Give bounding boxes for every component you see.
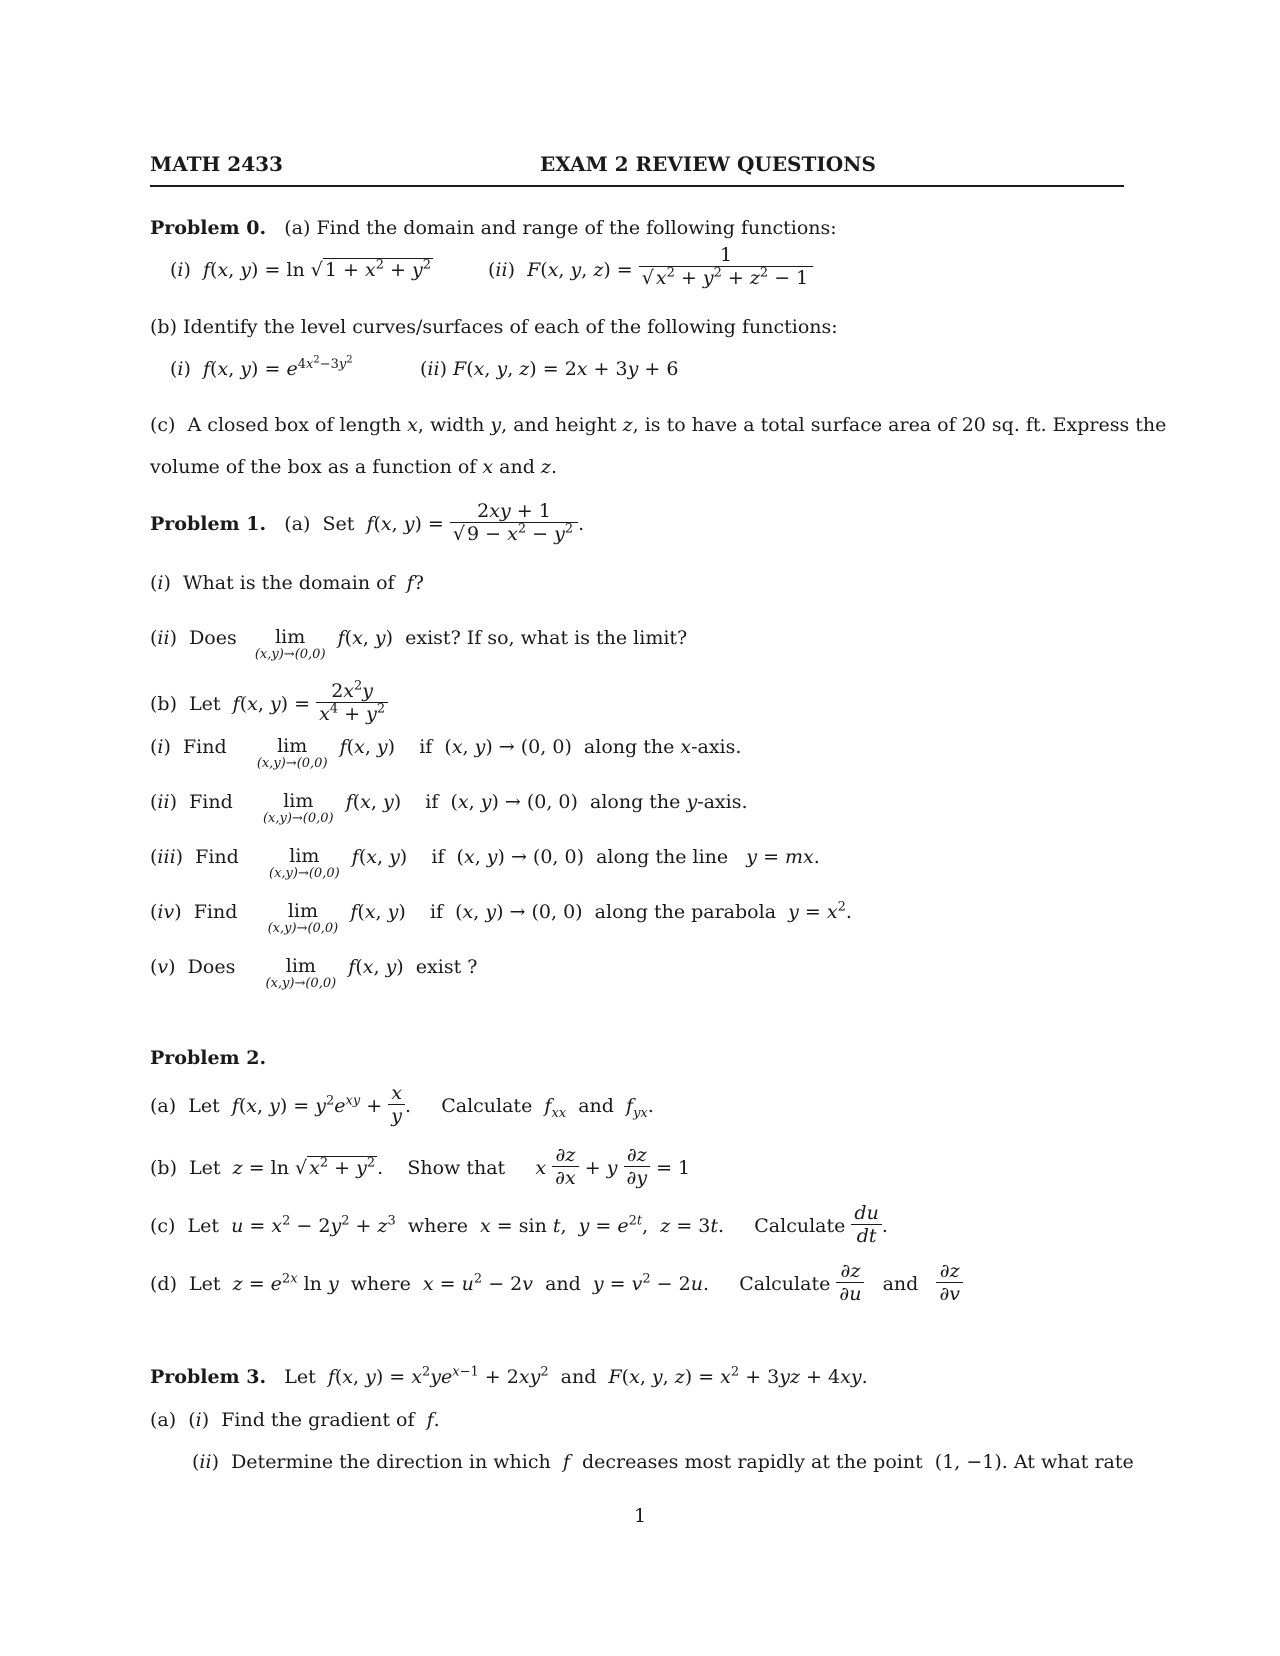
problem-1-b-ii: (ii) Find lim (x,y)→(0,0) f(x, y) if (x, y) → (0, 0) along the y-axis. bbox=[150, 790, 748, 826]
problem-0-c-text3: volume of the box as a function of bbox=[150, 456, 477, 478]
problem-2-c: (c) Let $u = x^2 - 2y^2 + z^3$ where x = sin t, $y = e^{2t}$, z = 3t. Calculate $\frac{du}{dt}$ . bbox=[150, 1202, 888, 1247]
problem-1-b-iv: (iv) Find lim (x,y)→(0,0) f(x, y) if (x, y) → (0, 0) along the parabola $y = x^2$. bbox=[150, 899, 852, 936]
problem-1-a: Problem 1. (a) Set f(x, y) = $\frac{2xy + 1}{√ 9 - x^2 - y^2}$ . bbox=[150, 500, 585, 545]
problem-0-a-i: (i) f(x, y) = ln √ $1 + x^2 + y^2$ bbox=[170, 257, 431, 281]
problem-0-c-line2: volume of the box as a function of x and z. bbox=[150, 456, 557, 478]
problem-2-d: (d) Let $z = e^{2x}$ ln y where $x = u^2 - 2v$ and $y = v^2 - 2u$. Calculate $\frac{\partial z}{\partial u}$ and $\frac{\partial z}{\partial v}$ bbox=[150, 1260, 963, 1305]
problem-0-a-ii: (ii) F(x, y, z) = $\frac{1}{√ x^2 + y^2 + z^2 - 1}$ bbox=[488, 244, 813, 289]
where-text-c: where bbox=[407, 1215, 468, 1237]
problem-1-a-i: (i) What is the domain of f? bbox=[150, 572, 424, 594]
page-number: 1 bbox=[633, 1505, 647, 1527]
problem-3-a-ii-text3: At what rate bbox=[1013, 1451, 1134, 1473]
problem-0-a-text: (a) Find the domain and range of the following functions: bbox=[284, 217, 837, 239]
problem-1-a-ii: (ii) Does lim (x,y)→(0,0) f(x, y) exist? If so, what is the limit? bbox=[150, 626, 688, 662]
problem-3-a-ii-text2: decreases most rapidly at the point bbox=[581, 1451, 923, 1473]
problem-3-label: Problem 3. bbox=[150, 1366, 267, 1388]
problem-0-c-text1: A closed box of length bbox=[187, 414, 402, 436]
problem-0-c-text2: is to have a total surface area of 20 sq. ft. Express the bbox=[644, 414, 1167, 436]
problem-1-b-i: (i) Find lim (x,y)→(0,0) f(x, y) if (x, y) → (0, 0) along the x-axis. bbox=[150, 735, 742, 771]
problem-0-b-i: (i) f(x, $y) = e^{4x^2-3y^2}$ bbox=[170, 354, 353, 380]
page-title: EXAM 2 REVIEW QUESTIONS bbox=[540, 152, 876, 176]
problem-0-c-line1: (c) A closed box of length x, width y, and height z, is to have a total surface area of 20 sq. ft. Express the bbox=[150, 414, 1167, 436]
problem-3-a-i: (a) (i) Find the gradient of f. bbox=[150, 1409, 440, 1431]
along-line-text: along the line bbox=[596, 846, 729, 868]
problem-2-b: (b) Let z = ln √ $x^2 + y^2$ . Show that x $\frac{\partial z}{\partial x}$ + y $\frac{\partial z}{\partial y}$ = 1 bbox=[150, 1144, 691, 1189]
problem-3-a-ii: (ii) Determine the direction in which f decreases most rapidly at the point (1, −1). At what rate bbox=[192, 1451, 1134, 1473]
problem-1-b: (b) Let f(x, y) = $\frac{2x^2y}{x^4 + y^2}$ bbox=[150, 680, 388, 725]
show-text: Show that bbox=[407, 1157, 506, 1179]
problem-1-a-ii-text: exist? If so, what is the limit? bbox=[405, 627, 688, 649]
problem-1-label: Problem 1. bbox=[150, 513, 267, 535]
problem-0-a bbox=[150, 216, 837, 240]
problem-2-label: Problem 2. bbox=[150, 1047, 267, 1069]
problem-1-b-v: (v) Does lim (x,y)→(0,0) f(x, y) exist ? bbox=[150, 955, 478, 991]
calc-text-a: Calculate bbox=[441, 1095, 533, 1117]
exist-text: exist ? bbox=[415, 956, 478, 978]
course-code: MATH 2433 bbox=[150, 152, 283, 176]
header-rule bbox=[150, 185, 1124, 187]
problem-3-a-ii-text1: Determine the direction in which bbox=[231, 1451, 551, 1473]
problem-2-a: (a) Let f(x, $y) = y^2e^{xy}$ + $\frac{x}{y}$ . Calculate $f_{xx}$ and $f_{yx}$. bbox=[150, 1082, 654, 1127]
problem-0-b-ii: (ii) F(x, y, z) = 2x + 3y + 6 bbox=[420, 358, 679, 380]
along-parabola-text: along the parabola bbox=[594, 901, 777, 923]
problem-3-a-i-text: Find the gradient of bbox=[221, 1409, 415, 1431]
problem-0-label: Problem 0. bbox=[150, 217, 267, 239]
problem-3: Problem 3. Let f(x, $y) = x^2ye^{x-1} + 2xy^2$ and F(x, y, $z) = x^2 + 3yz + 4xy$. bbox=[150, 1364, 868, 1388]
problem-0-b-text: (b) Identify the level curves/surfaces of each of the following functions: bbox=[150, 316, 838, 338]
problem-1-a-i-text: What is the domain of bbox=[183, 572, 395, 594]
problem-1-b-iii: (iii) Find lim (x,y)→(0,0) f(x, y) if (x, y) → (0, 0) along the line y = mx. bbox=[150, 845, 820, 881]
